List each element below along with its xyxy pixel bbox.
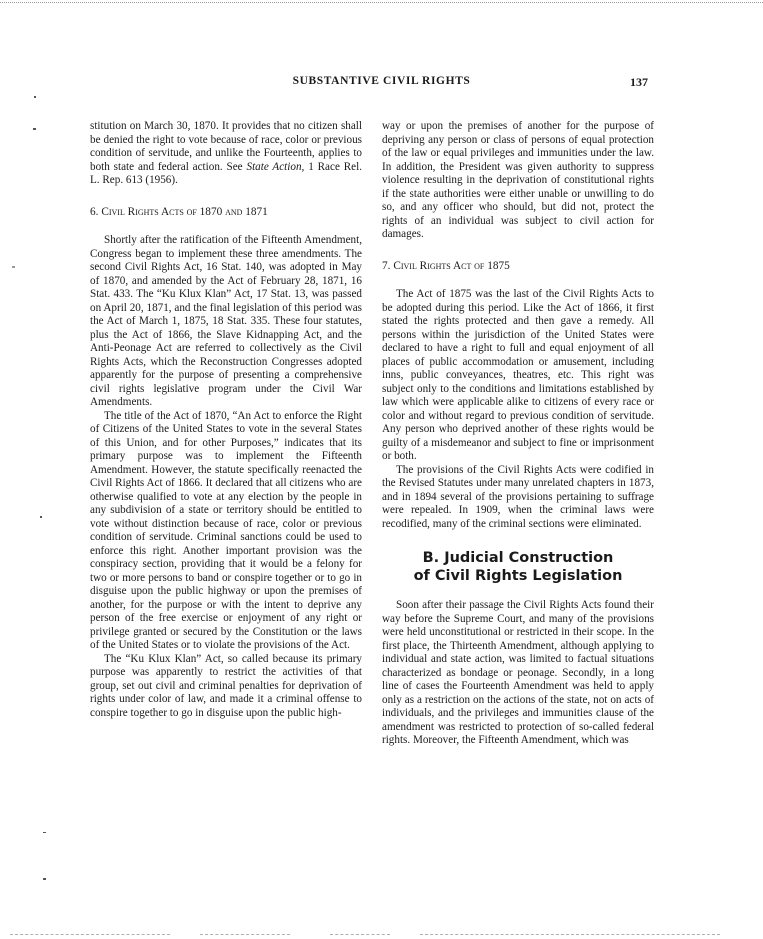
bottom-rule [420, 934, 720, 935]
section-heading-b [382, 549, 654, 585]
top-dotted-edge [0, 2, 763, 3]
margin-mark [12, 266, 15, 268]
paragraph: The Act of 1875 was the last of the Civil Rights Acts to be adopted during this period. Like the Act of 1866, it first stated the rights protected and then gave a remedy. All persons within the jurisdiction of the United States were declared to have a right to full and equal enjoyment of all places of public accommodation or amusement, including inns, public conveyances, theatres, etc. This right was subject only to the conditions and limitations established by law which were applicable alike to citizens of every race or color and without regard to previous condition of servitude. Any person who deprived another of these rights would be guilty of a misdemeanor and subject to fine or imprisonment or both. [382, 288, 654, 462]
margin-mark [40, 516, 42, 518]
page-header [0, 75, 763, 91]
page-number: 137 [630, 75, 648, 89]
subsection-heading-6: 6. Civil Rights Acts of 1870 and 1871 [90, 205, 268, 218]
bottom-rule [200, 934, 290, 935]
right-column [382, 120, 654, 748]
paragraph: Soon after their passage the Civil Rights Acts found their way before the Supreme Court, and many of the provisions were held unconstitutional or restricted in their scope. In the first place, the Thirteenth Amendment, although applying to individual and state action, was limited to factual situations characterized as bondage or peonage. Secondly, in a long line of cases the Fourteenth Amendment was held to apply only as a restriction on the actions of the state, not on acts of individuals, and the privileges and immunities clause of the amendment was restricted to protection of so-called federal rights. Moreover, the Fifteenth Amendment, which was [382, 599, 654, 746]
margin-mark [34, 96, 36, 98]
subsection-heading-7: 7. Civil Rights Act of 1875 [382, 259, 510, 272]
section-heading-line: B. Judicial Construction [422, 550, 614, 566]
running-head: SUBSTANTIVE CIVIL RIGHTS [292, 75, 471, 87]
paragraph: The “Ku Klux Klan” Act, so called because its primary purpose was apparently to restrict the activities of that group, set out civil and criminal penalties for deprivation of rights under color of law, and made it a criminal offense to conspire together to go in disguise upon the public high- [90, 652, 362, 719]
paragraph: The title of the Act of 1870, “An Act to enforce the Right of Citizens of the United States to vote in the several States of this Union, and for other Purposes,” indicates that its primary purpose was to implement the Fifteenth Amendment. However, the statute specifically reenacted the Civil Rights Act of 1866. It declared that all citizens who are otherwise qualified to vote at any election by the people in any subdivision of a state or territory should be entitled to vote without distinction because of race, color or previous condition of servitude. Criminal sanctions could be used to enforce this right. Another important provision was the conspiracy section, providing that it would be a felony for two or more persons to band or conspire together or to go in disguise upon the public highway or upon the premises of another, for the purpose or with the intent to deprive any person of the free exercise or enjoyment of any right or privilege granted or secured by the Constitution or the laws of the United States or to violate the provisions of the Act. [90, 409, 362, 651]
left-column [90, 120, 362, 720]
paragraph: way or upon the premises of another for the purpose of depriving any person or class of persons of equal protection of the law or equal privileges and immunities under the law. In addition, the President was given authority to suppress violence resulting in the deprivation of constitutional rights if the state authorities were either unable or unwilling to do so, and any officer who should, but did not, protect the rights of an individual was subject to civil action for damages. [382, 120, 654, 240]
paragraph: stitution on March 30, 1870. It provides that no citizen shall be denied the right to vote because of race, color or previous condition of servitude, and unlike the Fourteenth, applies to both state and federal action. See State Action, 1 Race Rel. L. Rep. 613 (1956). [90, 120, 362, 186]
bottom-rule [330, 934, 390, 935]
bottom-rule [10, 934, 170, 935]
section-heading-line: of Civil Rights Legislation [413, 568, 623, 584]
case-citation: State Action, [246, 160, 305, 173]
paragraph: The provisions of the Civil Rights Acts were codified in the Revised Statutes under many unrelated chapters in 1873, and in 1894 several of the provisions pertaining to suffrage were repealed. In 1909, when the criminal laws were recodified, many of the criminal sections were eliminated. [382, 463, 654, 530]
margin-mark [43, 832, 46, 833]
paragraph: Shortly after the ratification of the Fifteenth Amendment, Congress began to implement these three amendments. The second Civil Rights Act, 16 Stat. 140, was adopted in May of 1870, and amended by the Act of February 28, 1871, 16 Stat. 433. The “Ku Klux Klan” Act, 17 Stat. 13, was passed on April 20, 1871, and the final legislation of this period was the Act of March 1, 1875, 18 Stat. 335. These four statutes, plus the Act of 1866, the Slave Kidnapping Act, and the Anti-Peonage Act are referred to collectively as the Civil Rights Acts, which the Reconstruction Congresses adopted apparently for the purpose of presenting a comprehensive civil rights legislative program under the Civil War Amendments. [90, 234, 362, 408]
margin-mark [43, 878, 46, 880]
margin-mark [33, 128, 36, 130]
